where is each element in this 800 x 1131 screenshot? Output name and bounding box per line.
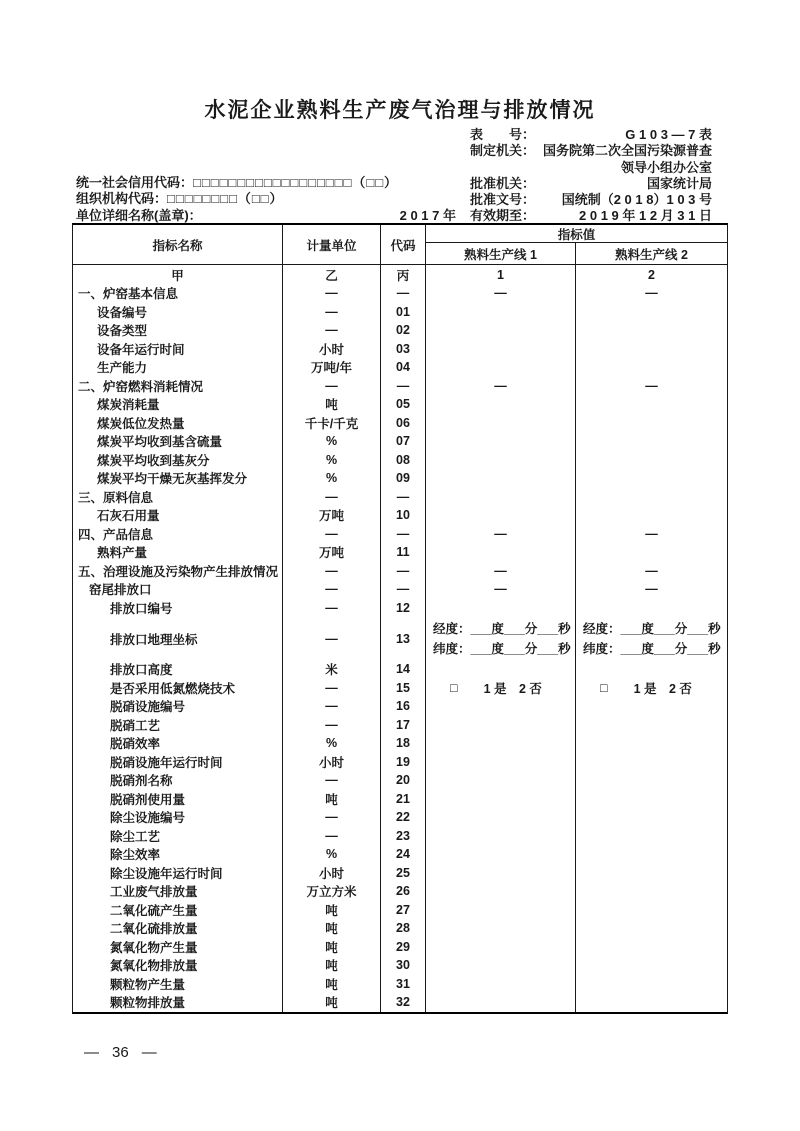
org-code-boxes[interactable]: □□□□□□□□（□□） — [167, 191, 284, 206]
placeholder-line2: 2 — [648, 267, 655, 282]
value-cell[interactable] — [576, 451, 727, 470]
latitude-blank-field[interactable]: 纬度：___度___分___秒 — [583, 642, 721, 656]
table-row — [73, 771, 727, 790]
value-cell[interactable] — [426, 753, 576, 772]
checkbox-value-cell — [576, 679, 727, 698]
indicator-name-cell: 一、炉窑基本信息 — [73, 284, 283, 303]
indicator-name-cell: 除尘设施编号 — [73, 808, 283, 827]
code-cell: 19 — [381, 753, 426, 772]
value-cell[interactable] — [426, 303, 576, 322]
value-cell[interactable] — [426, 956, 576, 975]
indicator-table — [72, 223, 728, 1014]
code-cell: 31 — [381, 975, 426, 994]
value-cell[interactable] — [426, 734, 576, 753]
code-cell: 10 — [381, 506, 426, 525]
code-cell: 20 — [381, 771, 426, 790]
value-cell[interactable] — [576, 716, 727, 735]
table-row — [73, 451, 727, 470]
indicator-name-cell: 窑尾排放口 — [73, 580, 283, 599]
unit-cell: — — [283, 284, 381, 303]
form-title: 水泥企业熟料生产废气治理与排放情况 — [204, 99, 596, 122]
table-row — [73, 599, 727, 618]
value-cell[interactable] — [426, 845, 576, 864]
indicator-name-cell: 设备年运行时间 — [73, 340, 283, 359]
code-cell: 23 — [381, 827, 426, 846]
table-row — [73, 660, 727, 679]
table-row — [73, 975, 727, 994]
value-cell[interactable] — [576, 395, 727, 414]
value-cell[interactable] — [426, 432, 576, 451]
page-number: 36 — [112, 1044, 129, 1061]
value-cell[interactable] — [426, 882, 576, 901]
table-row — [73, 993, 727, 1012]
table-row — [73, 414, 727, 433]
value-cell[interactable] — [576, 321, 727, 340]
value-cell[interactable] — [576, 771, 727, 790]
value-cell[interactable] — [576, 956, 727, 975]
unit-cell: 小时 — [283, 753, 381, 772]
indicator-name-cell: 生产能力 — [73, 358, 283, 377]
value-cell: — — [426, 284, 576, 303]
col-header-line1: 熟料生产线 1 — [426, 243, 576, 264]
table-row — [73, 377, 727, 396]
issuing-agency-value-line1: 国务院第二次全国污染源普查 — [542, 143, 712, 158]
unit-cell: 吨 — [283, 938, 381, 957]
code-cell: 08 — [381, 451, 426, 470]
value-cell[interactable] — [426, 506, 576, 525]
value-cell: — — [426, 377, 576, 396]
table-row — [73, 864, 727, 883]
table-header-placeholder-row — [73, 264, 727, 284]
code-cell: — — [381, 488, 426, 507]
value-cell[interactable] — [576, 543, 727, 562]
indicator-name-cell: 颗粒物产生量 — [73, 975, 283, 994]
unit-cell: 万吨 — [283, 506, 381, 525]
value-cell[interactable] — [426, 358, 576, 377]
table-row — [73, 956, 727, 975]
value-cell[interactable] — [426, 864, 576, 883]
value-cell[interactable] — [426, 660, 576, 679]
value-cell[interactable] — [576, 432, 727, 451]
value-cell[interactable] — [576, 864, 727, 883]
unit-cell: % — [283, 432, 381, 451]
code-cell: 11 — [381, 543, 426, 562]
approving-agency-value: 国家统计局 — [646, 176, 712, 191]
code-cell: 24 — [381, 845, 426, 864]
indicator-name-cell: 氮氧化物产生量 — [73, 938, 283, 957]
unit-cell: — — [283, 303, 381, 322]
unit-cell: — — [283, 525, 381, 544]
indicator-name-cell: 煤炭消耗量 — [73, 395, 283, 414]
indicator-name-cell: 排放口编号 — [73, 599, 283, 618]
unit-cell: 万立方米 — [283, 882, 381, 901]
code-cell: 14 — [381, 660, 426, 679]
code-cell: 06 — [381, 414, 426, 433]
code-cell: 03 — [381, 340, 426, 359]
value-cell[interactable] — [576, 358, 727, 377]
table-header-top — [73, 225, 727, 264]
value-cell[interactable] — [426, 451, 576, 470]
unit-cell: 小时 — [283, 340, 381, 359]
indicator-name-cell: 设备类型 — [73, 321, 283, 340]
unit-cell: 千卡/千克 — [283, 414, 381, 433]
valid-until-label: 有效期至： — [470, 208, 536, 223]
table-row — [73, 753, 727, 772]
indicator-name-cell: 煤炭平均干燥无灰基挥发分 — [73, 469, 283, 488]
table-row — [73, 697, 727, 716]
code-cell: 15 — [381, 679, 426, 698]
indicator-name-cell: 煤炭平均收到基灰分 — [73, 451, 283, 470]
indicator-name-cell: 三、原料信息 — [73, 488, 283, 507]
placeholder-indicator: 甲 — [73, 265, 283, 284]
value-cell[interactable] — [426, 790, 576, 809]
indicator-name-cell: 二氧化硫排放量 — [73, 919, 283, 938]
table-row — [73, 303, 727, 322]
value-cell[interactable] — [426, 395, 576, 414]
value-cell[interactable] — [576, 488, 727, 507]
value-cell[interactable] — [426, 975, 576, 994]
value-cell[interactable] — [426, 469, 576, 488]
approval-doc-label: 批准文号： — [470, 192, 536, 207]
indicator-name-cell: 氮氧化物排放量 — [73, 956, 283, 975]
value-cell[interactable] — [576, 882, 727, 901]
value-cell[interactable] — [426, 919, 576, 938]
unit-cell: 吨 — [283, 956, 381, 975]
latitude-blank-field[interactable]: 纬度：___度___分___秒 — [433, 642, 571, 656]
table-row — [73, 938, 727, 957]
col-header-line2: 熟料生产线 2 — [615, 247, 688, 262]
value-cell: — — [645, 378, 658, 393]
value-cell[interactable] — [426, 321, 576, 340]
value-cell[interactable] — [576, 790, 727, 809]
table-row — [73, 716, 727, 735]
org-code-label: 组织机构代码： — [76, 191, 168, 206]
approving-agency-label: 批准机关： — [470, 176, 536, 191]
unit-name-label: 单位详细名称(盖章)： — [76, 208, 202, 223]
code-cell: 26 — [381, 882, 426, 901]
unit-cell: — — [283, 580, 381, 599]
unit-cell: — — [283, 617, 381, 660]
indicator-name-cell: 二、炉窑燃料消耗情况 — [73, 377, 283, 396]
code-cell: 07 — [381, 432, 426, 451]
placeholder-line1: 1 — [426, 265, 576, 284]
code-cell: 02 — [381, 321, 426, 340]
unit-cell: 吨 — [283, 901, 381, 920]
indicator-name-cell: 颗粒物排放量 — [73, 993, 283, 1012]
indicator-name-cell: 除尘设施年运行时间 — [73, 864, 283, 883]
indicator-table-body — [73, 284, 727, 1012]
indicator-name-cell: 脱硝工艺 — [73, 716, 283, 735]
table-row — [73, 734, 727, 753]
code-cell: — — [381, 284, 426, 303]
unit-cell: — — [283, 716, 381, 735]
code-cell: 28 — [381, 919, 426, 938]
table-row — [73, 432, 727, 451]
value-cell[interactable] — [576, 827, 727, 846]
col-header-code: 代码 — [381, 225, 426, 264]
unit-cell: 万吨 — [283, 543, 381, 562]
page-number-dash-right: — — [141, 1044, 157, 1061]
value-cell[interactable] — [576, 993, 727, 1012]
unit-cell: — — [283, 827, 381, 846]
unit-cell: 吨 — [283, 395, 381, 414]
code-cell: — — [381, 525, 426, 544]
value-cell[interactable] — [576, 808, 727, 827]
value-cell: — — [426, 562, 576, 581]
page-number-block — [84, 1044, 157, 1061]
value-cell[interactable] — [576, 753, 727, 772]
table-row — [73, 562, 727, 581]
code-cell: 01 — [381, 303, 426, 322]
value-cell[interactable] — [576, 303, 727, 322]
code-cell: — — [381, 580, 426, 599]
code-cell: 09 — [381, 469, 426, 488]
code-cell: 05 — [381, 395, 426, 414]
form-number-label: 表 号： — [470, 127, 536, 142]
table-row — [73, 790, 727, 809]
page-number-dash-left: — — [84, 1044, 99, 1061]
unit-cell: — — [283, 599, 381, 618]
col-header-indicator: 指标名称 — [73, 225, 283, 264]
indicator-name-cell: 四、产品信息 — [73, 525, 283, 544]
table-row — [73, 882, 727, 901]
indicator-name-cell: 排放口高度 — [73, 660, 283, 679]
issuing-agency-value-line2: 领导小组办公室 — [620, 160, 712, 175]
value-cell: — — [645, 286, 658, 301]
table-row — [73, 919, 727, 938]
value-cell[interactable] — [426, 414, 576, 433]
table-row — [73, 395, 727, 414]
table-row — [73, 488, 727, 507]
value-cell[interactable] — [576, 919, 727, 938]
unit-cell: — — [283, 679, 381, 698]
value-cell[interactable] — [426, 340, 576, 359]
indicator-name-cell: 脱硝设施年运行时间 — [73, 753, 283, 772]
value-cell[interactable] — [426, 488, 576, 507]
indicator-name-cell: 煤炭低位发热量 — [73, 414, 283, 433]
code-cell: 22 — [381, 808, 426, 827]
report-year: 2 0 1 7 年 — [399, 208, 456, 223]
indicator-name-cell: 石灰石用量 — [73, 506, 283, 525]
indicator-name-cell: 熟料产量 — [73, 543, 283, 562]
table-row — [73, 340, 727, 359]
unit-cell: 米 — [283, 660, 381, 679]
code-cell: 13 — [381, 617, 426, 660]
value-cell[interactable] — [576, 414, 727, 433]
table-row — [73, 580, 727, 599]
value-cell[interactable] — [576, 599, 727, 618]
option-checkbox[interactable]: □ — [600, 680, 608, 695]
value-cell: — — [645, 563, 658, 578]
unit-cell: — — [283, 771, 381, 790]
table-row — [73, 506, 727, 525]
indicator-name-cell: 五、治理设施及污染物产生排放情况 — [73, 562, 283, 581]
unit-cell: 吨 — [283, 975, 381, 994]
value-cell[interactable] — [426, 993, 576, 1012]
indicator-name-cell: 煤炭平均收到基含硫量 — [73, 432, 283, 451]
unit-cell: % — [283, 451, 381, 470]
code-cell: 12 — [381, 599, 426, 618]
table-row — [73, 469, 727, 488]
table-row — [73, 321, 727, 340]
code-cell: 27 — [381, 901, 426, 920]
indicator-name-cell: 除尘效率 — [73, 845, 283, 864]
indicator-name-cell: 脱硝剂使用量 — [73, 790, 283, 809]
value-cell: — — [426, 525, 576, 544]
indicator-name-cell: 是否采用低氮燃烧技术 — [73, 679, 283, 698]
issuing-agency-label: 制定机关： — [470, 143, 536, 158]
longitude-blank-field[interactable]: 经度：___度___分___秒 — [583, 622, 721, 636]
table-row — [73, 617, 727, 660]
placeholder-unit: 乙 — [283, 265, 381, 284]
unit-cell: 吨 — [283, 919, 381, 938]
indicator-name-cell: 脱硝剂名称 — [73, 771, 283, 790]
unit-cell: % — [283, 845, 381, 864]
code-cell: 17 — [381, 716, 426, 735]
table-row — [73, 284, 727, 303]
col-header-unit: 计量单位 — [283, 225, 381, 264]
code-cell: 21 — [381, 790, 426, 809]
code-cell: 18 — [381, 734, 426, 753]
value-cell[interactable] — [576, 901, 727, 920]
unit-cell: — — [283, 377, 381, 396]
indicator-name-cell: 脱硝效率 — [73, 734, 283, 753]
value-cell[interactable] — [426, 599, 576, 618]
unit-cell: 小时 — [283, 864, 381, 883]
value-cell[interactable] — [426, 543, 576, 562]
valid-until-value: 2 0 1 9 年 1 2 月 3 1 日 — [579, 208, 712, 223]
table-row — [73, 358, 727, 377]
table-row — [73, 808, 727, 827]
unit-cell: % — [283, 469, 381, 488]
unit-cell: — — [283, 808, 381, 827]
indicator-name-cell: 排放口地理坐标 — [73, 617, 283, 660]
unit-cell: — — [283, 488, 381, 507]
code-cell: — — [381, 562, 426, 581]
value-cell[interactable] — [576, 340, 727, 359]
placeholder-code: 丙 — [381, 265, 426, 284]
value-cell[interactable] — [426, 771, 576, 790]
table-row — [73, 679, 727, 698]
unit-cell: 吨 — [283, 790, 381, 809]
unit-cell: — — [283, 697, 381, 716]
code-cell: 04 — [381, 358, 426, 377]
code-cell: — — [381, 377, 426, 396]
value-cell: — — [426, 580, 576, 599]
table-row — [73, 525, 727, 544]
value-cell[interactable] — [426, 938, 576, 957]
checkbox-value-cell — [426, 679, 576, 698]
form-number-value: G 1 0 3 — 7 表 — [625, 127, 712, 142]
value-cell[interactable] — [576, 660, 727, 679]
value-cell[interactable] — [576, 975, 727, 994]
value-cell[interactable] — [576, 469, 727, 488]
approval-doc-value: 国统制（2 0 1 8）1 0 3 号 — [561, 192, 712, 207]
indicator-name-cell: 工业废气排放量 — [73, 882, 283, 901]
table-row — [73, 901, 727, 920]
table-row — [73, 845, 727, 864]
code-cell: 32 — [381, 993, 426, 1012]
value-cell[interactable] — [576, 845, 727, 864]
unit-cell: % — [283, 734, 381, 753]
indicator-name-cell: 脱硝设施编号 — [73, 697, 283, 716]
value-cell[interactable] — [576, 506, 727, 525]
code-cell: 30 — [381, 956, 426, 975]
value-cell[interactable] — [426, 827, 576, 846]
indicator-name-cell: 设备编号 — [73, 303, 283, 322]
code-cell: 16 — [381, 697, 426, 716]
checkbox-options-label: 1 是 2 否 — [633, 681, 692, 696]
value-cell[interactable] — [576, 734, 727, 753]
geo-value-cell — [576, 617, 727, 660]
code-cell: 25 — [381, 864, 426, 883]
value-cell: — — [645, 582, 658, 597]
geo-value-cell — [426, 617, 576, 660]
credit-code-label: 统一社会信用代码： — [76, 175, 194, 190]
indicator-name-cell: 二氧化硫产生量 — [73, 901, 283, 920]
code-cell: 29 — [381, 938, 426, 957]
unit-cell: — — [283, 562, 381, 581]
unit-cell: 吨 — [283, 993, 381, 1012]
indicator-name-cell: 除尘工艺 — [73, 827, 283, 846]
value-cell[interactable] — [426, 808, 576, 827]
unit-cell: 万吨/年 — [283, 358, 381, 377]
table-row — [73, 543, 727, 562]
checkbox-options-label: 1 是 2 否 — [483, 681, 542, 696]
credit-code-boxes[interactable]: □□□□□□□□□□□□□□□□□□（□□） — [193, 175, 399, 190]
value-cell: — — [645, 526, 658, 541]
table-row — [73, 827, 727, 846]
value-cell[interactable] — [426, 697, 576, 716]
col-header-value-group: 指标值 — [426, 225, 727, 243]
value-cell[interactable] — [576, 938, 727, 957]
longitude-blank-field[interactable]: 经度：___度___分___秒 — [433, 622, 571, 636]
option-checkbox[interactable]: □ — [450, 680, 458, 695]
value-cell[interactable] — [576, 697, 727, 716]
value-cell[interactable] — [426, 901, 576, 920]
value-cell[interactable] — [426, 716, 576, 735]
unit-cell: — — [283, 321, 381, 340]
